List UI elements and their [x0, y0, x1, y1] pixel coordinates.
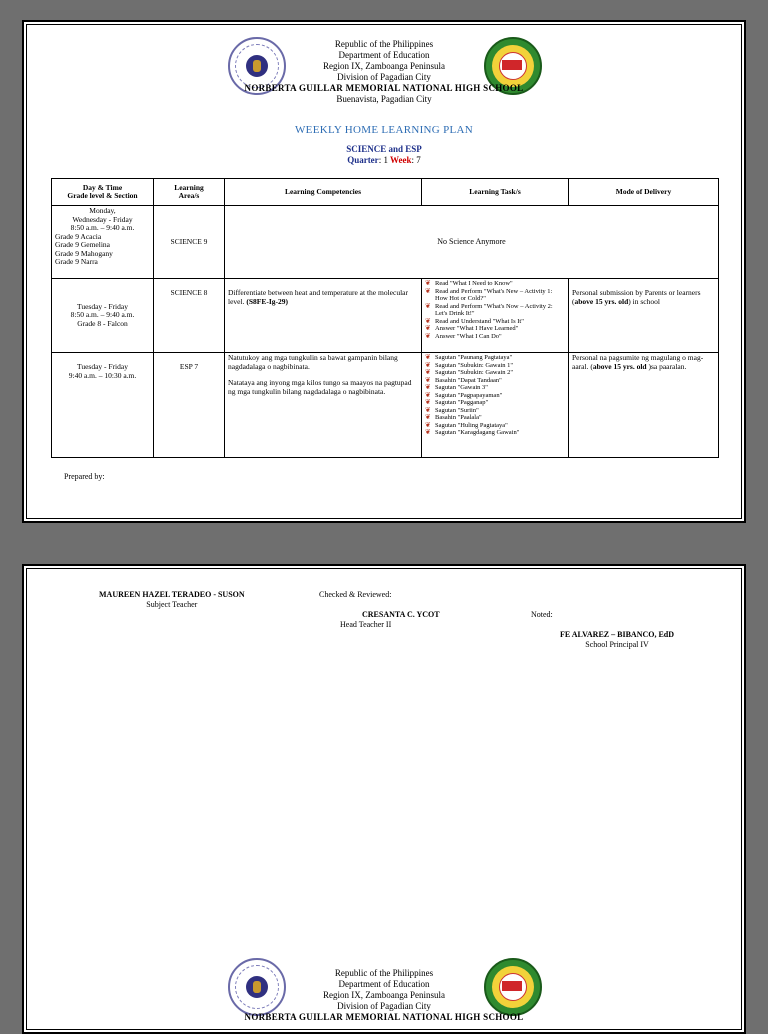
section: Grade 9 Acacia: [55, 231, 102, 241]
head-title: Head Teacher II: [340, 620, 392, 629]
letterhead-line: Division of Pagadian City: [337, 72, 431, 82]
school-name: NORBERTA GUILLAR MEMORIAL NATIONAL HIGH SCHOOL: [244, 1012, 524, 1022]
principal-signature: [560, 630, 674, 650]
checked-label: Checked & Reviewed:: [319, 590, 392, 599]
document-page-1: [22, 20, 746, 523]
section: Grade 9 Mahogany: [55, 248, 113, 258]
letterhead: [24, 39, 744, 105]
section: Grade 9 Narra: [55, 257, 98, 266]
mode-text: Personal submission by Parents or learners (: [572, 288, 701, 306]
task-item: ❦ Sagutan "Gawain 3": [425, 384, 565, 392]
merged-note-cell: No Science Anymore: [225, 206, 719, 279]
day-cell: Tuesday - Friday 9:40 a.m. – 10:30 a.m.: [52, 353, 154, 458]
letterhead-line: Department of Education: [338, 979, 430, 989]
letterhead-line: Department of Education: [338, 50, 430, 60]
table-header-row: [52, 179, 719, 206]
teacher-title: Subject Teacher: [146, 600, 198, 609]
noted-label: Noted:: [531, 610, 553, 619]
task-item: ❦ Basahin "Dapat Tandaan": [425, 377, 565, 385]
quarter-week-line: [24, 155, 744, 166]
tasks-cell: [422, 279, 569, 353]
letterhead-line: Division of Pagadian City: [337, 1001, 431, 1011]
task-item: ❦ Answer "What I Can Do": [425, 333, 565, 341]
head-signature: [340, 610, 440, 630]
prepared-by-label: Prepared by:: [64, 472, 105, 481]
letterhead-line: Republic of the Philippines: [334, 968, 434, 978]
subject-line: SCIENCE and ESP: [346, 144, 422, 154]
header-mode: Mode of Delivery: [569, 179, 719, 206]
principal-title: School Principal IV: [585, 640, 649, 649]
task-item: ❦ Sagutan "Pagganap": [425, 399, 565, 407]
school-address: Buenavista, Pagadian City: [336, 94, 432, 104]
letterhead-line: Region IX, Zamboanga Peninsula: [323, 61, 445, 71]
competency-cell: [225, 279, 422, 353]
header-area: Learning Area/s: [154, 179, 225, 206]
table-row: [52, 279, 719, 353]
school-name: NORBERTA GUILLAR MEMORIAL NATIONAL HIGH SCHOOL: [244, 83, 524, 93]
learning-plan-table: [51, 178, 719, 458]
task-item: ❦ Sagutan "Subukin: Gawain 1": [425, 362, 565, 370]
header-competencies: Learning Competencies: [225, 179, 422, 206]
task-item: ❦ Answer "What I Have Learned": [425, 325, 565, 333]
mode-text-end: )sa paaralan.: [646, 361, 687, 371]
mode-age: above 15 yrs. old: [574, 296, 629, 306]
competency-cell: [225, 353, 422, 458]
competency-text-2: Natataya ang inyong mga kilos tungo sa maayos na pagtupad ng mga tungkulin bilang nagdadalaga o nagbibinata.: [228, 378, 412, 396]
mode-text: Personal na pagsumite ng magulang o mag-aaral. (: [572, 353, 704, 371]
competency-text: Natutukoy ang mga tungkulin sa bawat gampanin bilang nagdadalaga o nagbibinata.: [228, 353, 398, 371]
task-item: ❦ Read and Perform "What's Now – Activity 2: Let's Drink It!": [425, 303, 565, 318]
week-label: Week: [390, 155, 412, 165]
mode-cell: [569, 279, 719, 353]
tasks-cell: [422, 353, 569, 458]
task-item: ❦ Sagutan "Suriin": [425, 407, 565, 415]
teacher-signature: [99, 590, 245, 610]
area-cell: SCIENCE 9: [154, 206, 225, 279]
task-item: ❦ Read and Perform "What's New – Activity 1: How Hot or Cold?": [425, 288, 565, 303]
section: Grade 9 Gemelina: [55, 240, 110, 249]
task-item: ❦ Sagutan "Karagdagang Gawain": [425, 429, 565, 437]
letterhead-line: Region IX, Zamboanga Peninsula: [323, 990, 445, 1000]
mode-cell: [569, 353, 719, 458]
day-time: Monday, Wednesday - Friday 8:50 a.m. – 9:40 a.m.: [70, 206, 135, 232]
week-value: : 7: [411, 155, 421, 165]
task-item: ❦ Sagutan "Subukin: Gawain 2": [425, 369, 565, 377]
letterhead: [24, 968, 744, 1023]
letterhead-line: Republic of the Philippines: [334, 39, 434, 49]
table-row: [52, 206, 719, 279]
area-cell: SCIENCE 8: [154, 279, 225, 353]
day-cell: [52, 206, 154, 279]
task-item: ❦ Sagutan "Paunang Pagtataya": [425, 354, 565, 362]
competency-code: (S8FE-Ig-29): [246, 296, 288, 306]
teacher-name: MAUREEN HAZEL TERADEO - SUSON: [99, 590, 245, 599]
task-item: ❦ Read and Understand "What Is It": [425, 318, 565, 326]
plan-title: WEEKLY HOME LEARNING PLAN: [295, 124, 473, 136]
task-item: ❦ Read "What I Need to Know": [425, 280, 565, 288]
task-item: ❦ Sagutan "Huling Pagtataya": [425, 422, 565, 430]
competency-text: Differentiate between heat and temperature at the molecular level.: [228, 288, 408, 306]
principal-name: FE ALVAREZ – BIBANCO, EdD: [560, 630, 675, 639]
quarter-value: : 1: [378, 155, 388, 165]
mode-text-end: ) in school: [628, 296, 660, 306]
day-cell: Tuesday - Friday 8:50 a.m. – 9:40 a.m. Grade 8 - Falcon: [52, 279, 154, 353]
quarter-label: Quarter: [347, 155, 379, 165]
header-tasks: Learning Task/s: [422, 179, 569, 206]
table-row: [52, 353, 719, 458]
area-cell: ESP 7: [154, 353, 225, 458]
subject-block: [24, 144, 744, 166]
task-item: ❦ Basahin "Paalala": [425, 414, 565, 422]
head-name: CRESANTA C. YCOT: [362, 610, 440, 619]
task-item: ❦ Sagutan "Pagpapayaman": [425, 392, 565, 400]
header-day: Day & Time Grade level & Section: [52, 179, 154, 206]
mode-age: above 15 yrs. old: [592, 361, 647, 371]
document-page-2: [22, 564, 746, 1034]
